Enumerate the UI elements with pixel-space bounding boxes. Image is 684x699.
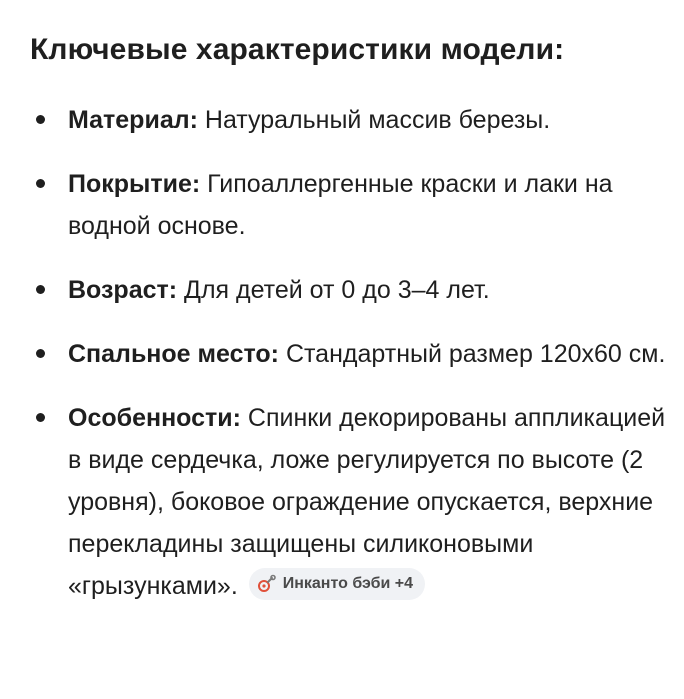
answer-content bbox=[30, 28, 670, 629]
spec-item-material bbox=[30, 99, 670, 141]
spec-label: Спальное место: bbox=[68, 340, 280, 368]
bullet-dot bbox=[36, 115, 45, 124]
bullet-dot bbox=[36, 285, 45, 294]
spec-label: Материал: bbox=[68, 106, 198, 134]
spec-list bbox=[30, 99, 670, 607]
spec-item-coating bbox=[30, 163, 670, 247]
spec-text: Для детей от 0 до 3–4 лет. bbox=[177, 276, 490, 304]
bullet-dot bbox=[36, 349, 45, 358]
spec-text: Спинки декорированы аппликацией в виде сердечка, ложе регулируется по высоте (2 уровня), боковое ограждение опускается, верхние перекладины защищены силиконовыми «грызунками». bbox=[68, 404, 666, 600]
source-chip[interactable] bbox=[249, 568, 425, 600]
spec-item-sleeping-place bbox=[30, 333, 670, 375]
section-heading: Ключевые характеристики модели: bbox=[30, 33, 565, 66]
bullet-dot bbox=[36, 179, 45, 188]
pacifier-icon bbox=[257, 574, 277, 594]
spec-text: Гипоаллергенные краски и лаки на водной основе. bbox=[68, 170, 613, 240]
bullet-dot bbox=[36, 413, 45, 422]
spec-text: Натуральный массив березы. bbox=[197, 106, 551, 134]
spec-text: Стандартный размер 120х60 см. bbox=[279, 340, 666, 368]
spec-label: Возраст: bbox=[68, 276, 178, 304]
spec-label: Особенности: bbox=[68, 404, 241, 432]
spec-item-features bbox=[30, 397, 670, 607]
source-chip-label: Инканто бэби +4 bbox=[282, 575, 414, 593]
spec-item-age bbox=[30, 269, 670, 311]
spec-label: Покрытие: bbox=[68, 170, 201, 198]
